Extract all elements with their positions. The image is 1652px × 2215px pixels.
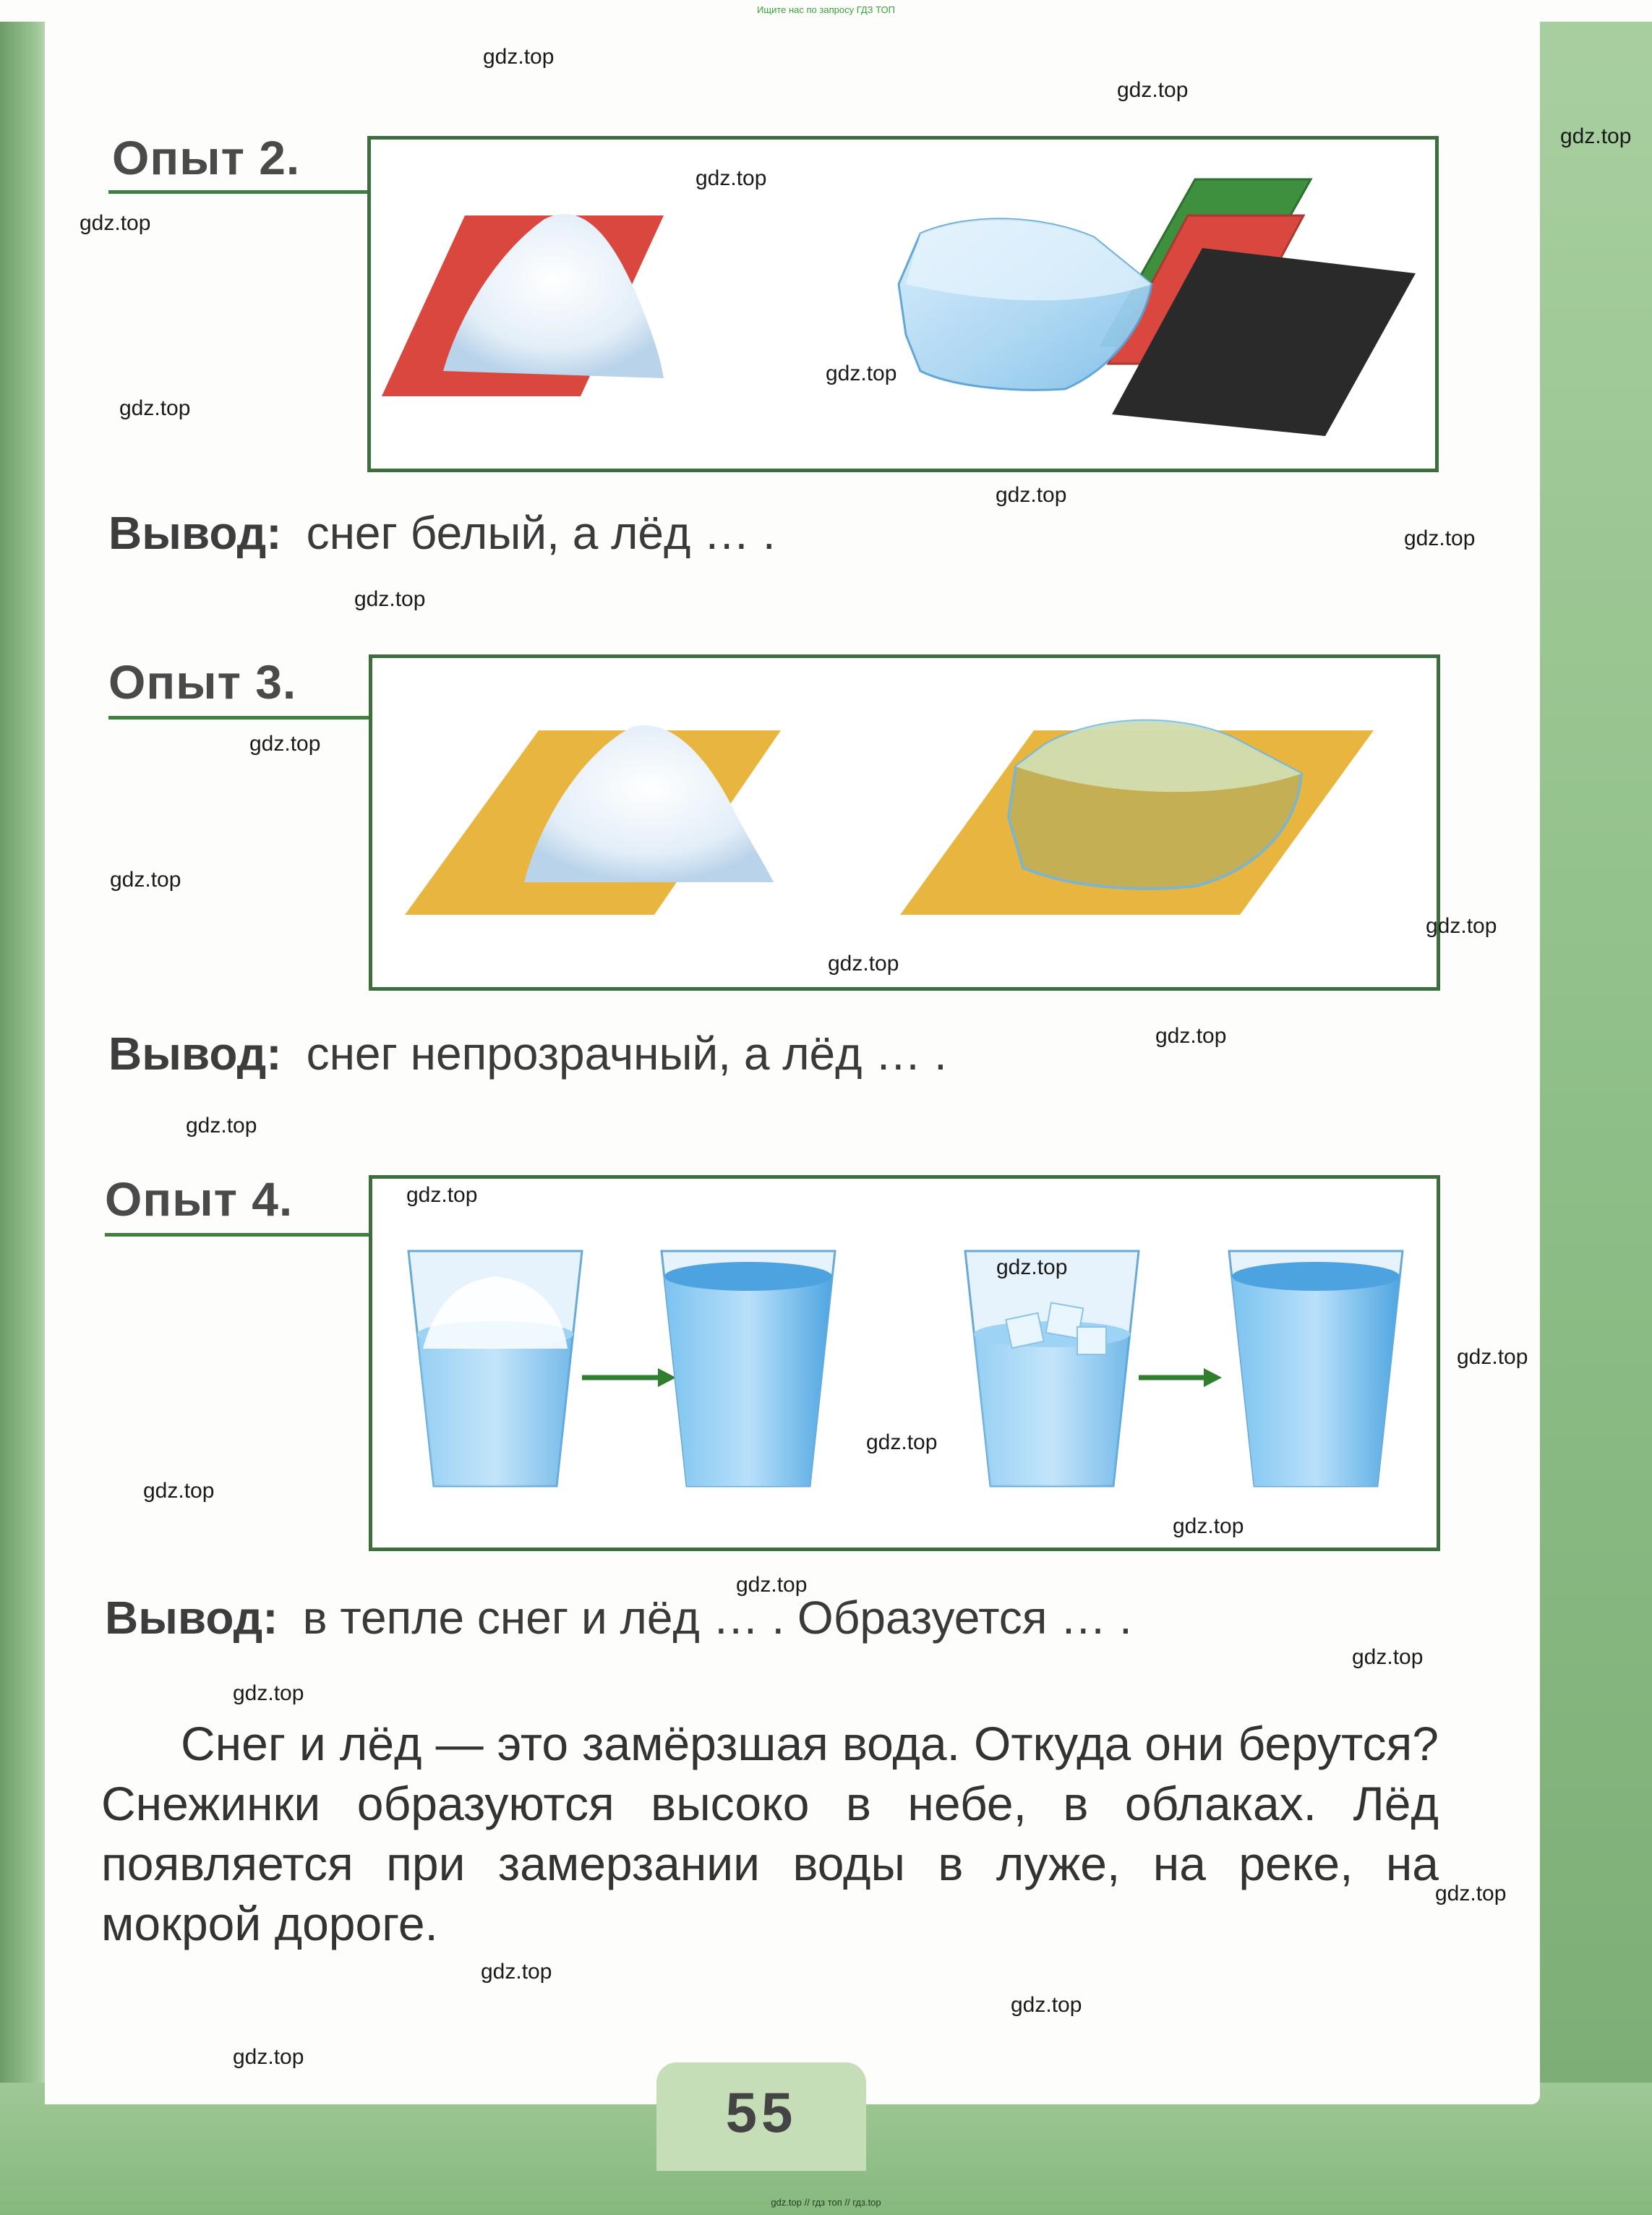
watermark: gdz.top xyxy=(996,483,1067,507)
experiment-3-underline xyxy=(108,716,376,720)
watermark: gdz.top xyxy=(354,587,426,611)
watermark: gdz.top xyxy=(696,166,767,190)
watermark: gdz.top xyxy=(1155,1024,1227,1048)
conclusion-label: Вывод: xyxy=(108,507,282,559)
watermark: gdz.top xyxy=(186,1114,257,1138)
experiment-2-underline xyxy=(108,190,376,194)
experiment-2-heading: Опыт 2. xyxy=(112,131,301,184)
experiment-3-panel xyxy=(369,654,1440,991)
watermark: gdz.top xyxy=(1435,1882,1507,1905)
watermark: gdz.top xyxy=(996,1255,1068,1279)
experiment-4-underline xyxy=(105,1233,376,1237)
conclusion-label: Вывод: xyxy=(108,1028,282,1080)
conclusion-text: в тепле снег и лёд … . Образуется … . xyxy=(302,1592,1132,1644)
conclusion-label: Вывод: xyxy=(105,1592,278,1644)
glass-with-water-1 xyxy=(662,1251,835,1486)
watermark: gdz.top xyxy=(233,1681,304,1705)
page-number: 55 xyxy=(725,2080,797,2144)
watermark: gdz.top xyxy=(1426,914,1497,938)
experiment-2-conclusion xyxy=(108,506,776,560)
experiment-2-panel xyxy=(367,136,1439,472)
watermark: gdz.top xyxy=(143,1479,215,1503)
bottom-note: gdz.top // гдз топ // гдз.top xyxy=(771,2197,881,2208)
experiment-4-panel xyxy=(369,1175,1440,1551)
watermark: gdz.top xyxy=(481,1960,552,1984)
arrow-1 xyxy=(582,1368,676,1387)
watermark: gdz.top xyxy=(406,1183,478,1207)
experiment-2-illustration xyxy=(371,140,1435,469)
watermark: gdz.top xyxy=(1117,78,1189,102)
experiment-3-illustration xyxy=(372,658,1437,987)
top-note: Ищите нас по запросу ГДЗ ТОП xyxy=(757,4,895,15)
experiment-4-heading: Опыт 4. xyxy=(105,1172,294,1226)
glass-with-water-2 xyxy=(1229,1251,1403,1486)
conclusion-text: снег непрозрачный, а лёд … . xyxy=(306,1028,947,1080)
watermark: gdz.top xyxy=(1011,1993,1082,2017)
experiment-3-conclusion xyxy=(108,1027,947,1080)
watermark: gdz.top xyxy=(866,1430,938,1454)
glass-with-ice xyxy=(965,1251,1139,1486)
conclusion-text: снег белый, а лёд … . xyxy=(306,507,776,559)
watermark: gdz.top xyxy=(1173,1514,1244,1538)
glass-with-snow xyxy=(408,1251,582,1486)
watermark: gdz.top xyxy=(119,396,191,420)
watermark: gdz.top xyxy=(1457,1345,1528,1369)
arrow-2 xyxy=(1139,1368,1222,1387)
watermark: gdz.top xyxy=(1404,526,1476,550)
body-paragraph: Снег и лёд — это замёрзшая вода. Откуда они берутся? Снежинки образуются высоко в небе, в облаках. Лёд появляется при замерзании воды в луже, на реке, на мокрой дороге. xyxy=(101,1717,1439,1950)
watermark: gdz.top xyxy=(233,2045,304,2069)
watermark: gdz.top xyxy=(1560,124,1632,148)
watermark: gdz.top xyxy=(828,952,899,976)
watermark: gdz.top xyxy=(1352,1645,1424,1669)
watermark: gdz.top xyxy=(110,868,181,892)
watermark: gdz.top xyxy=(736,1573,808,1597)
watermark: gdz.top xyxy=(826,362,897,385)
experiment-4-conclusion xyxy=(105,1591,1132,1644)
watermark: gdz.top xyxy=(80,211,151,235)
experiment-3-heading: Опыт 3. xyxy=(108,655,297,709)
page-edge-background xyxy=(1533,0,1652,2215)
watermark: gdz.top xyxy=(483,45,555,69)
experiment-4-illustration xyxy=(372,1179,1437,1548)
watermark: gdz.top xyxy=(249,732,321,756)
